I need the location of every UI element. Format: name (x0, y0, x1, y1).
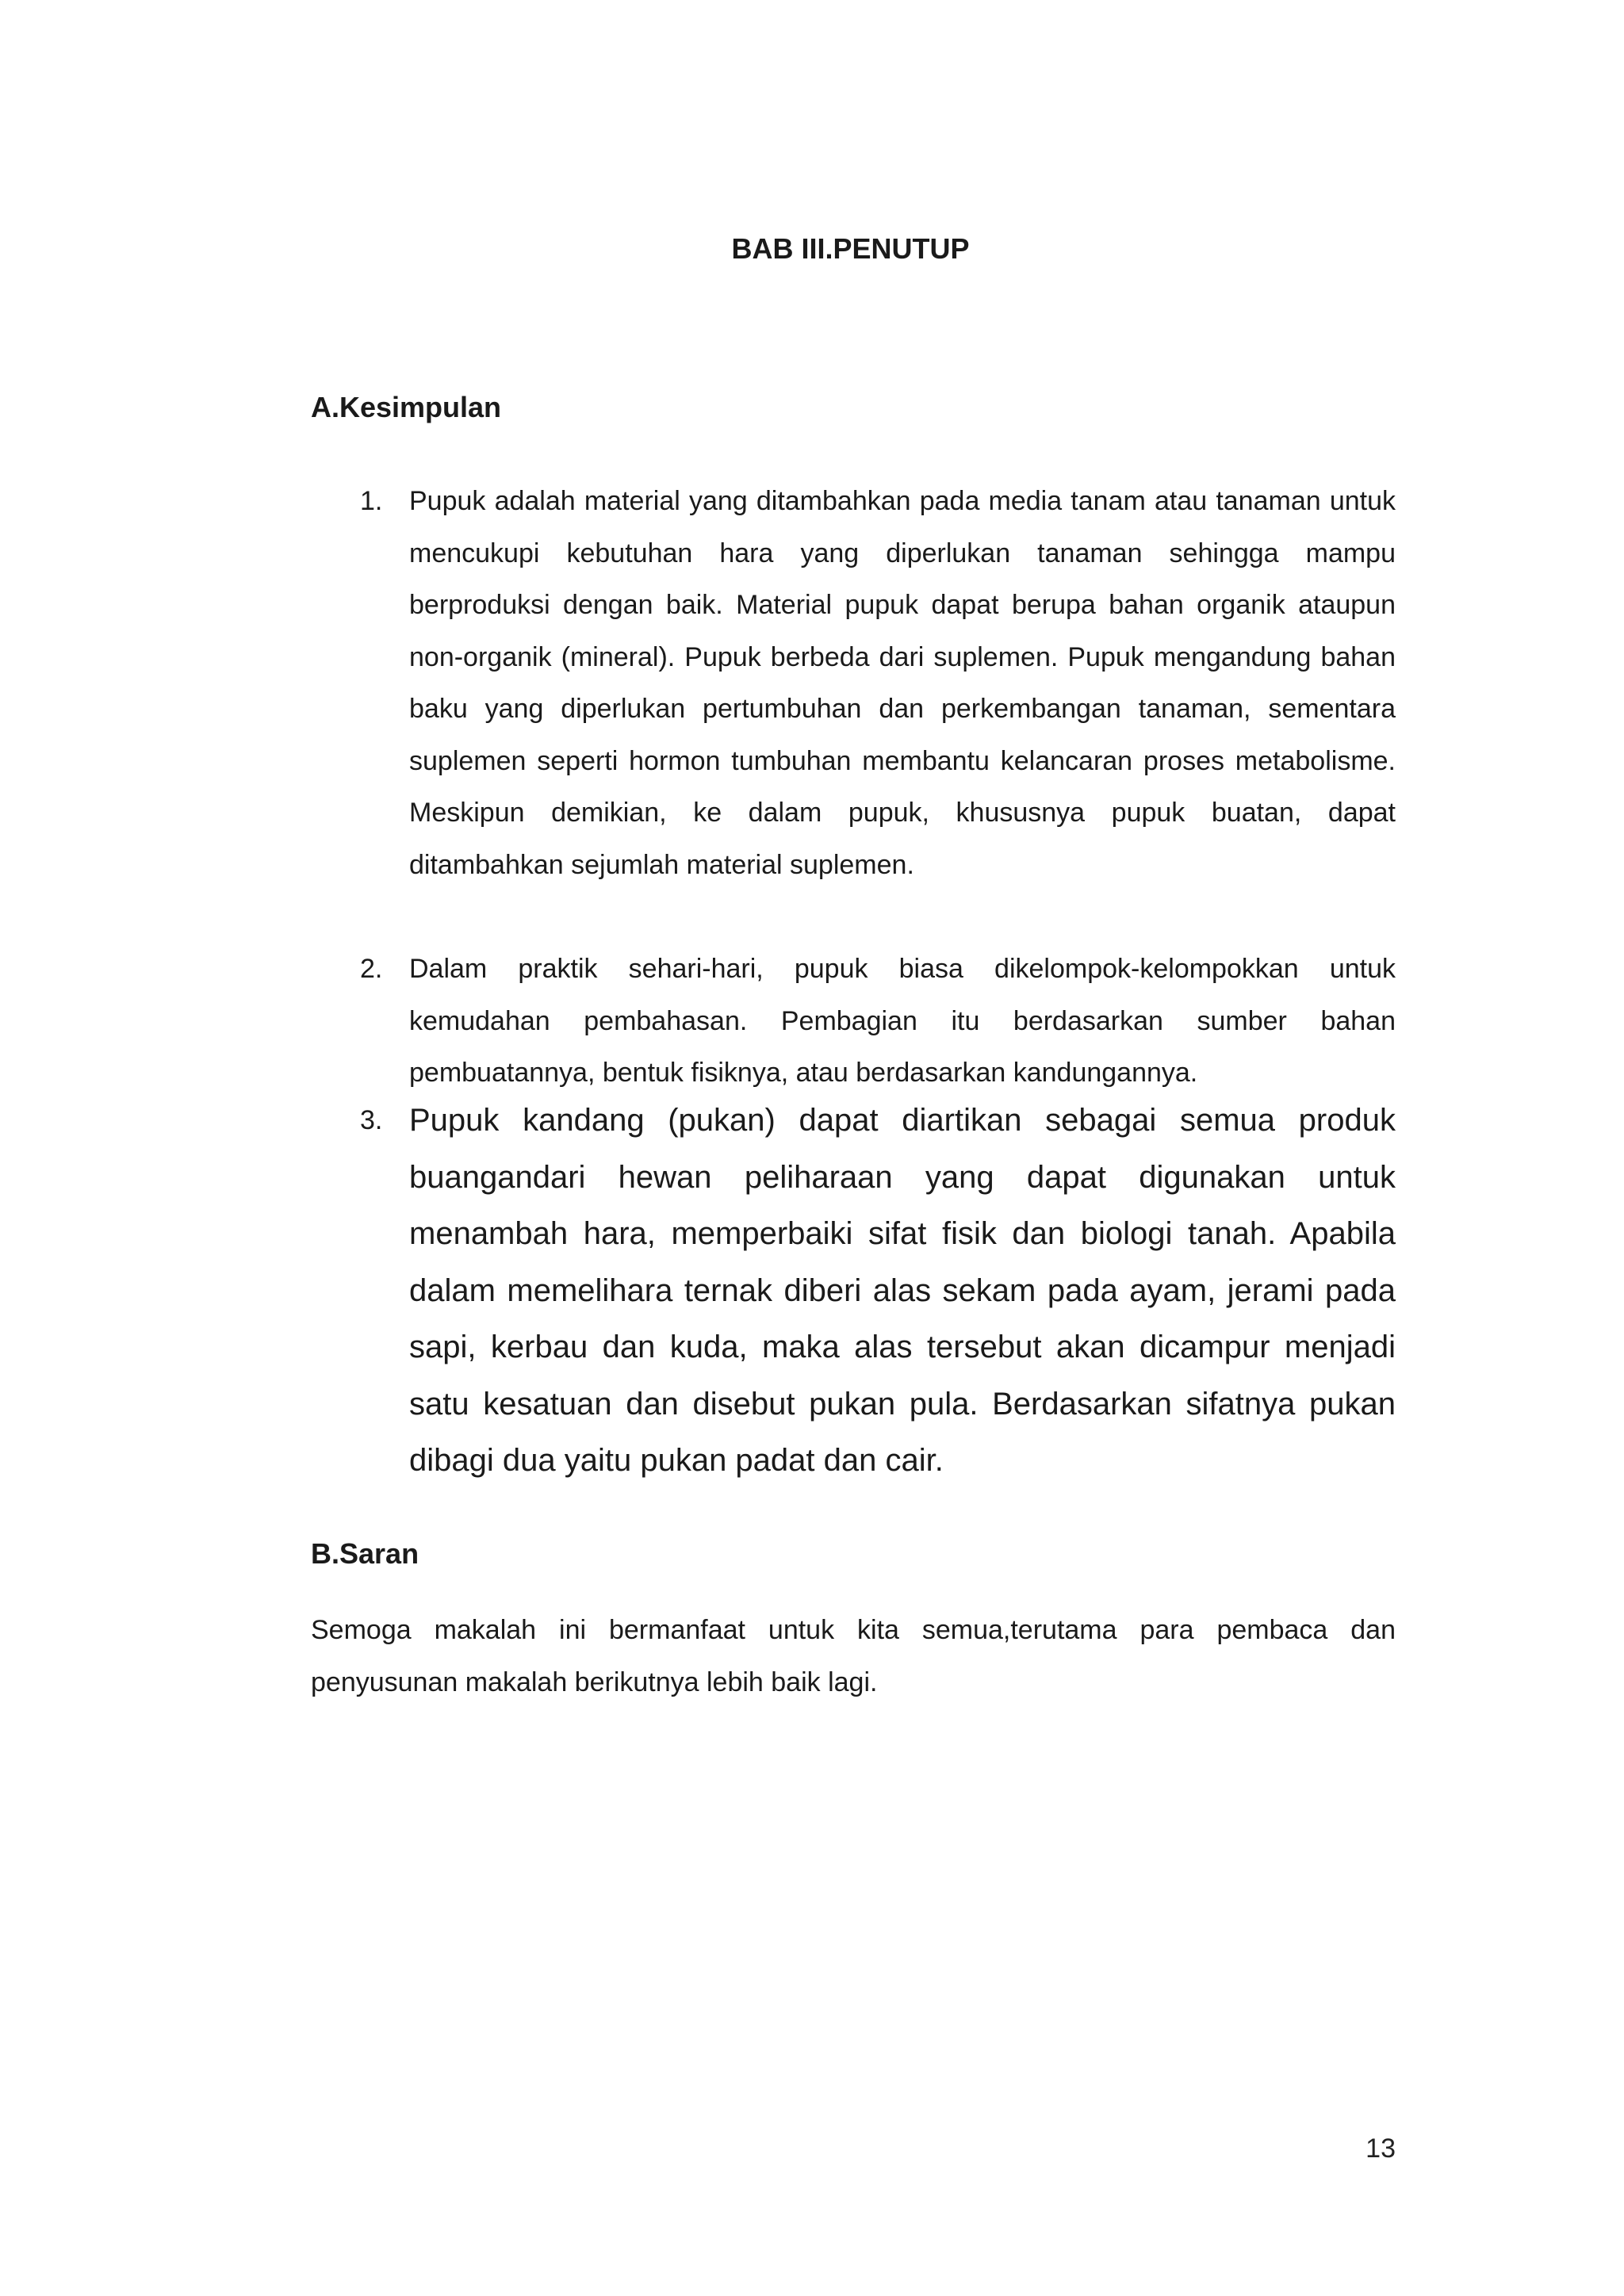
saran-paragraph: Semoga makalah ini bermanfaat untuk kita semua,terutama para pembaca dan penyusunan makalah berikutnya lebih baik lagi. (311, 1615, 1396, 1697)
conclusion-item-2 (311, 943, 1396, 1100)
conclusion-item-1 (311, 476, 1396, 891)
section-heading-saran: B.Saran (311, 1537, 419, 1570)
page-number: 13 (1365, 2133, 1396, 2164)
conclusion-item-text: Pupuk adalah material yang ditambahkan pada media tanam atau tanaman untuk mencukupi kebutuhan hara yang diperlukan tanaman sehingga mampu berproduksi dengan baik. Material pupuk dapat berupa bahan organik ataupun non-organik (mineral). Pupuk berbeda dari suplemen. Pupuk mengandung bahan baku yang diperlukan pertumbuhan dan perkembangan tanaman, sementara suplemen seperti hormon tumbuhan membantu kelancaran proses metabolisme. Meskipun demikian, ke dalam pupuk, khususnya pupuk buatan, dapat ditambahkan sejumlah material suplemen. (409, 486, 1396, 880)
conclusion-item-text: Dalam praktik sehari-hari, pupuk biasa dikelompok-kelompokkan untuk kemudahan pembahasan. Pembagian itu berdasarkan sumber bahan pembuatannya, bentuk fisiknya, atau berdasarkan kandungannya. (409, 954, 1396, 1088)
list-number: 3. (360, 1105, 383, 1135)
section-heading-kesimpulan: A.Kesimpulan (311, 391, 502, 423)
list-number: 1. (360, 486, 383, 516)
conclusion-item-text: Pupuk kandang (pukan) dapat diartikan sebagai semua produk buangandari hewan peliharaan yang dapat digunakan untuk menambah hara, memperbaiki sifat fisik dan biologi tanah. Apabila dalam memelihara ternak diberi alas sekam pada ayam, jerami pada sapi, kerbau dan kuda, maka alas tersebut akan dicampur menjadi satu kesatuan dan disebut pukan pula. Berdasarkan sifatnya pukan dibagi dua yaitu pukan padat dan cair. (409, 1103, 1396, 1478)
chapter-title: BAB III.PENUTUP (731, 232, 970, 265)
list-number: 2. (360, 954, 383, 984)
conclusion-item-3 (311, 1093, 1396, 1490)
